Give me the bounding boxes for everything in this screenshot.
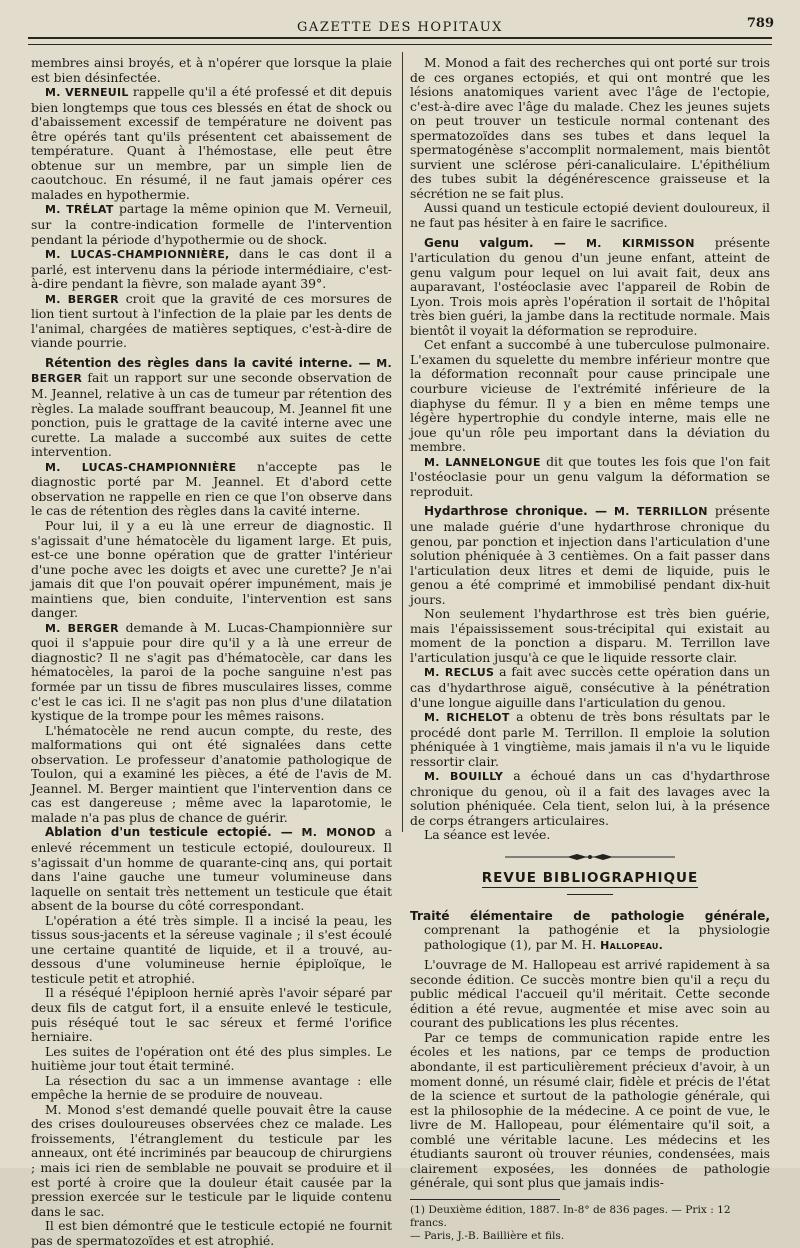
paragraph: M. RECLUS a fait avec succès cette opération dans un cas d'hydarthrose aiguë, consécutive à la pénétration d'une longue aiguille dans l'articulation du genou. <box>410 664 770 710</box>
paragraph: Aussi quand un testicule ectopié devient douloureux, il ne faut pas hésiter à en faire le sacrifice. <box>410 200 770 231</box>
ornament-divider <box>410 853 770 861</box>
section-heading: Rétention des règles dans la cavité interne. — <box>45 355 371 370</box>
speaker-name: M. VERNEUIL <box>45 86 129 100</box>
paragraph: La résection du sac a un immense avantage : elle empêche la hernie de se produire de nouveau. <box>31 1072 392 1103</box>
speaker-name: M. LUCAS-CHAMPIONNIÈRE, <box>45 248 230 262</box>
header-rule-thin <box>28 44 772 45</box>
review-section-title: REVUE BIBLIOGRAPHIQUE <box>481 869 699 886</box>
speaker-name: M. TRÉLAT <box>45 203 114 217</box>
speaker-name: M. BERGER <box>45 621 119 635</box>
paragraph: Genu valgum. — M. KIRMISSON présente l'articulation du genou d'un jeune enfant, atteint de genu valgum pour lequel on lui avait fait, deux ans auparavant, l'ostéoclasie avec l'appareil de Robin de Lyon. Trois mois après l'opération il sortait de l'hôpital très bien guéri, la jambe dans la rectitude normale. Mais bientôt il voyait la déformation se reproduire. <box>410 234 770 338</box>
footnote-rule <box>410 1199 560 1200</box>
paragraph: M. BOUILLY a échoué dans un cas d'hydarthrose chronique du genou, où il a fait des lavages avec la solution phéniquée. Cela tient, selon lui, à la présence de corps étrangers articulaires. <box>410 768 770 828</box>
paragraph: M. LUCAS-CHAMPIONNIÈRE, dans le cas dont il a parlé, est intervenu dans la période intermédiaire, c'est-à-dire pendant la fièvre, son malade ayant 39°. <box>31 246 392 292</box>
header-rule-thick <box>28 37 772 39</box>
paragraph: Il a réséqué l'épiploon hernié après l'avoir séparé par deux fils de catgut fort, il a ensuite enlevé le testicule, puis réséqué tout le sac séreux et fermé l'orifice herniaire. <box>31 985 392 1045</box>
paragraph: Par ce temps de communication rapide entre les écoles et les nations, par ce temps de production abondante, il est particulièrement précieux d'avoir, à un moment donné, un résumé clair, fidèle et précis de l'état de la science et surtout de la pathologie générale, qui est la philosophie de la médecine. A ce point de vue, le livre de M. Hallopeau, pour élémentaire qu'il soit, a comblé une véritable lacune. Les médecins et les étudiants sauront où trouver réunies, condensées, mais clairement exposées, les données de pathologie générale, qui sont plus que jamais indis- <box>410 1029 770 1191</box>
paragraph: M. RICHELOT a obtenu de très bons résultats par le procédé dont parle M. Terrillon. Il emploie la solution phéniquée à 1 vingtième, mais jamais il n'a vu le liquide ressortir clair. <box>410 709 770 769</box>
speaker-name: M. RECLUS <box>424 666 495 680</box>
speaker-name: M. BERGER <box>31 356 392 386</box>
paragraph: Hydarthrose chronique. — M. TERRILLON présente une malade guérie d'une hydarthrose chronique du genou, par ponction et injection dans l'articulation d'une solution phéniquée à 3 centièmes. On a fait passer dans l'articulation deux litres et demi de liquide, puis le genou a été comprimé et immobilisé pendant dix-huit jours. <box>410 503 770 607</box>
section-heading: Hydarthrose chronique. — <box>424 504 607 519</box>
speaker-name: M. BERGER <box>45 292 119 306</box>
paragraph: Les suites de l'opération ont été des plus simples. Le huitième jour tout était terminé. <box>31 1043 392 1074</box>
journal-title: GAZETTE DES HOPITAUX <box>297 20 503 35</box>
author-name: Hallopeau. <box>600 938 664 952</box>
paragraph: M. TRÉLAT partage la même opinion que M. Verneuil, sur la contre-indication formelle de l'intervention pendant la période d'hypothermie ou de shock. <box>31 201 392 247</box>
speaker-name: M. RICHELOT <box>424 711 510 725</box>
right-column <box>410 56 770 1243</box>
speaker-name: M. LANNELONGUE <box>424 455 541 469</box>
paragraph: M. LANNELONGUE dit que toutes les fois que l'on fait l'ostéoclasie pour un genu valgum la déformation se reproduit. <box>410 453 770 499</box>
paragraph: M. LUCAS-CHAMPIONNIÈRE n'accepte pas le diagnostic porté par M. Jeannel. Et d'abord cette observation ne rappelle en rien ce que l'on observe dans le cas de rétention des règles dans la cavité interne. <box>31 458 392 519</box>
speaker-name: M. KIRMISSON <box>586 236 695 250</box>
ornament-rule-icon <box>505 853 675 861</box>
paragraph: L'opération a été très simple. Il a incisé la peau, les tissus sous-jacents et la séreuse vaginale ; il s'est écoulé une certaine quantité de liquide, et il a trouvé, au-dessous d'une volumineuse hernie épiploïque, le testicule petit et atrophié. <box>31 912 392 986</box>
speaker-name: M. TERRILLON <box>613 505 708 519</box>
paragraph: membres ainsi broyés, et à n'opérer que lorsque la plaie est bien désinfectée. <box>31 55 392 85</box>
speaker-name: M. LUCAS-CHAMPIONNIÈRE <box>45 460 237 474</box>
column-divider <box>402 52 403 832</box>
speaker-name: M. MONOD <box>301 826 376 840</box>
paragraph: L'ouvrage de M. Hallopeau est arrivé rapidement à sa seconde édition. Ce succès montre bien qu'il a reçu du public médical l'accueil qu'il méritait. Cette seconde édition a été revue, augmentée et mise avec soin au courant des publications les plus récentes. <box>410 957 770 1031</box>
paragraph: L'hématocèle ne rend aucun compte, du reste, des malformations qui ont été signalées dans cette observation. Le professeur d'anatomie pathologique de Toulon, qui a examiné les pièces, a été de l'avis de M. Jeannel. M. Berger maintient que l'intervention dans ce cas est dangereuse ; même avec la laparotomie, le malade n'a pas plus de chance de guérir. <box>31 722 392 825</box>
speaker-name: M. BOUILLY <box>424 770 504 784</box>
section-heading: Genu valgum. — <box>424 235 566 250</box>
book-title: Traité élémentaire de pathologie générale, <box>410 908 770 923</box>
paragraph: M. Monod s'est demandé quelle pouvait être la cause des crises douloureuses observées chez ce malade. Les froissements, l'étranglement du testicule par les anneaux, ont été incriminés par beaucoup de chirurgiens ; mais ici rien de semblable ne pouvait se produire et il est porté à croire que la douleur était causée par la pression exercée sur le testicule par le liquide contenu dans le sac. <box>31 1101 392 1219</box>
paragraph: M. BERGER demande à M. Lucas-Championnière sur quoi il s'appuie pour dire qu'il y a là une erreur de diagnostic? Il ne s'agit pas d'hématocèle, car dans les hématocèles, la paroi de la poche sanguine n'est pas formée par un tissu de fibres musculaires lisses, comme c'est le cas ici. Il ne s'agit pas non plus d'une dilatation kystique de la trompe pour les mêmes raisons. <box>31 619 392 724</box>
paragraph: Pour lui, il y a eu là une erreur de diagnostic. Il s'agissait d'une hématocèle du ligament large. Et puis, est-ce une bonne opération que de gratter l'intérieur d'une poche avec les doigts et avec une curette? Je n'ai jamais dit que l'on pouvait opérer impunément, mais je maintiens que, bien conduite, l'intervention est sans danger. <box>31 517 392 621</box>
section-heading: Ablation d'un testicule ectopié. — <box>45 825 293 840</box>
footnote: (1) Deuxième édition, 1887. In-8° de 836 pages. — Prix : 12 francs. — Paris, J.-B. Baillière et fils. <box>410 1203 731 1242</box>
paragraph: M. Monod a fait des recherches qui ont porté sur trois de ces organes ectopiés, et qui ont montré que les lésions anatomiques varient avec l'âge de l'ectopie, c'est-à-dire avec l'âge du malade. Chez les jeunes sujets on peut trouver un testicule normal contenant des spermatozoïdes dans ses tubes et dans lequel la spermatogénèse s'accomplit normalement, mais bientôt survient une sclérose péri-canaliculaire. L'épithélium des tubes subit la dégénérescence graisseuse et la sécrétion ne se fait plus. <box>410 55 770 201</box>
short-rule <box>567 894 613 895</box>
page-number: 789 <box>746 16 774 31</box>
paragraph: Cet enfant a succombé à une tuberculose pulmonaire. L'examen du squelette du membre inférieur montre que la déformation reconnaît pour cause principale une courbure vicieuse de l'extrémité inférieure de la diaphyse du fémur. Il y a bien en même temps une légère hypertrophie du condyle interne, mais elle ne joue qu'un rôle peu important dans la déviation du membre. <box>410 337 770 455</box>
paragraph: La séance est levée. <box>424 827 551 843</box>
left-column <box>31 56 392 1248</box>
paragraph: Ablation d'un testicule ectopié. — M. MONOD a enlevé récemment un testicule ectopié, douloureux. Il s'agissait d'un homme de quarante-cinq ans, qui portait dans l'aine gauche une tumeur volumineuse dans laquelle on sentait très nettement un testicule que était absent de la bourse du côté correspondant. <box>31 824 392 914</box>
paragraph: M. BERGER croit que la gravité de ces morsures de lion tient surtout à l'infection de la plaie par les dents de l'animal, chargées de matières septiques, c'est-à-dire de viande pourrie. <box>31 290 392 351</box>
paragraph: Rétention des règles dans la cavité interne. — M. BERGER fait un rapport sur une seconde observation de M. Jeannel, relative à un cas de tumeur par rétention des règles. La malade souffrant beaucoup, M. Jeannel fit une ponction, puis le grattage de la cavité interne avec une curette. La malade a succombé aux suites de cette intervention. <box>31 355 392 460</box>
paragraph: Non seulement l'hydarthrose est très bien guérie, mais l'épaississement sous-trécipital qui existait au moment de la ponction a disparu. M. Terrillon lave l'articulation jusqu'à ce que le liquide ressorte clair. <box>410 606 770 665</box>
paragraph: Il est bien démontré que le testicule ectopié ne fournit pas de spermatozoïdes et est atrophié. <box>31 1218 392 1248</box>
book-citation: Traité élémentaire de pathologie générale, comprenant la pathogénie et la physiologie pathologique (1), par M. H. Hallopeau. <box>410 908 770 952</box>
paragraph: M. VERNEUIL rappelle qu'il a été professé et dit depuis bien longtemps que tous ces blessés en état de shock ou d'abaissement excessif de température ne doivent pas être opérés tant qu'ils présentent cet abaissement de température. Quant à l'hémostase, elle peut être obtenue sur un membre, par un simple lien de caoutchouc. En résumé, il ne faut jamais opérer ces malades en hypothermie. <box>31 84 392 202</box>
